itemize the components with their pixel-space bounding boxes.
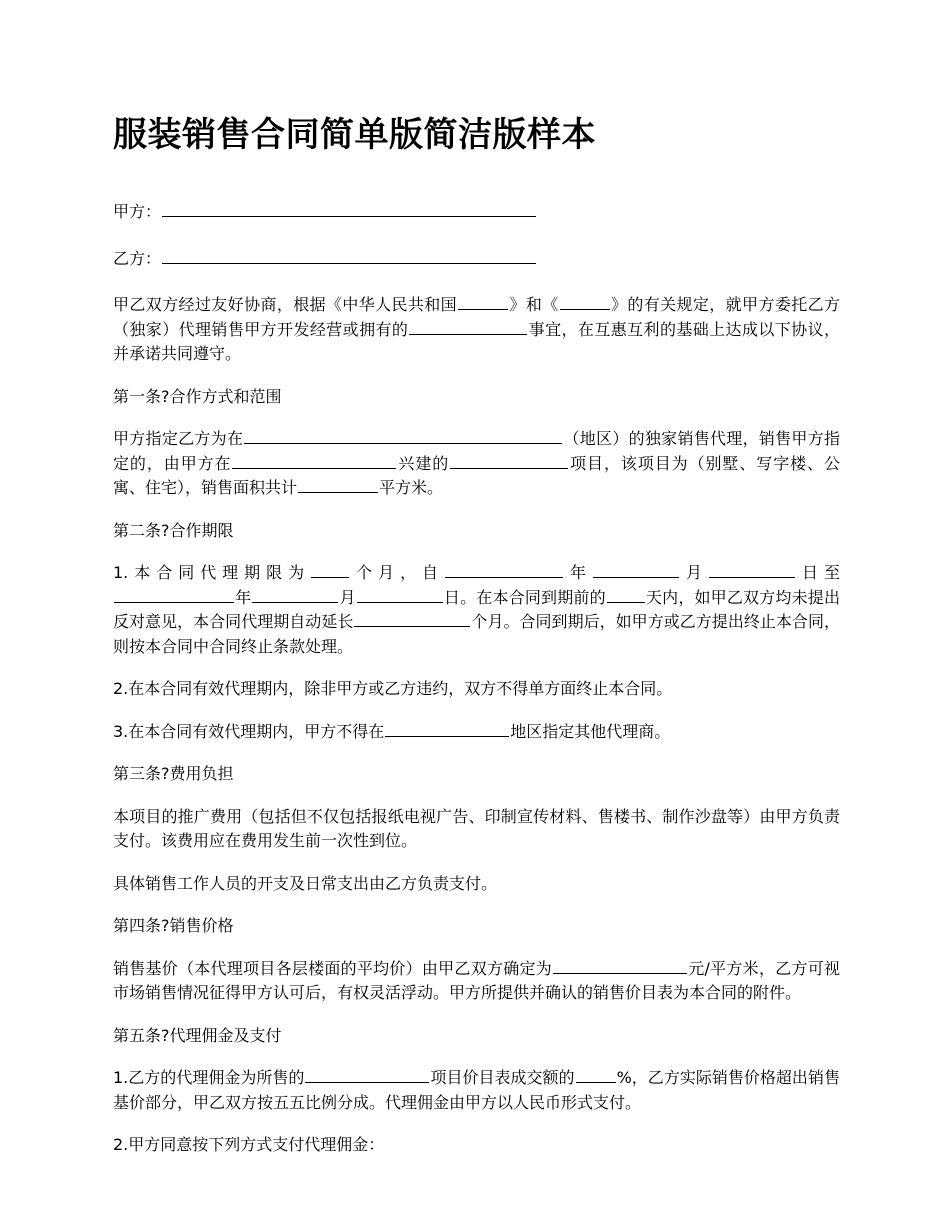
regulation-name-blank[interactable]	[560, 293, 610, 310]
days-blank[interactable]	[607, 586, 645, 603]
end-day-blank[interactable]	[357, 586, 443, 603]
article-1-title: 第一条?合作方式和范围	[113, 386, 282, 406]
article-3-title: 第三条?费用负担	[113, 764, 234, 783]
months-blank[interactable]	[311, 561, 349, 578]
party-b-blank[interactable]	[162, 247, 536, 264]
party-a-blank[interactable]	[162, 200, 536, 217]
sold-project-blank[interactable]	[305, 1066, 429, 1083]
party-a-line: 甲方：	[113, 200, 840, 225]
article-5-paragraph-1: 1.乙方的代理佣金为所售的 项目价目表成交额的 %，乙方实际销售价格超出销售基价部分，甲乙双方按五五比例分成。代理佣金由甲方以人民币形式支付。	[113, 1068, 840, 1112]
commission-rate-blank[interactable]	[576, 1066, 616, 1083]
article-5-paragraph-2: 2.甲方同意按下列方式支付代理佣金：	[113, 1135, 385, 1154]
end-month-blank[interactable]	[252, 586, 338, 603]
exclusive-region-blank[interactable]	[385, 720, 509, 737]
intro-paragraph: 甲乙双方经过友好协商，根据《中华人民共和国 》和《 》的有关规定，就甲方委托乙方（独家）代理销售甲方开发经营或拥有的 事宜，在互惠互利的基础上达成以下协议，并承诺共同遵守。	[113, 295, 840, 363]
article-2-paragraph-3: 3.在本合同有效代理期内，甲方不得在 地区指定其他代理商。	[113, 721, 671, 741]
project-blank[interactable]	[450, 452, 568, 469]
article-3-paragraph-1: 本项目的推广费用（包括但不仅包括报纸电视广告、印制宣传材料、售楼书、制作沙盘等）由甲方负责支付。该费用应在费用发生前一次性到位。	[113, 806, 840, 850]
article-5-title: 第五条?代理佣金及支付	[113, 1025, 282, 1045]
article-2-title: 第二条?合作期限	[113, 520, 234, 540]
article-3-paragraph-2: 具体销售工作人员的开支及日常支出由乙方负责支付。	[113, 873, 498, 893]
article-4-title: 第四条?销售价格	[113, 916, 234, 935]
start-month-blank[interactable]	[593, 561, 679, 578]
region-blank[interactable]	[244, 427, 562, 444]
extension-blank[interactable]	[354, 610, 470, 627]
article-2-paragraph-1: 1.本合同代理期限为 个月，自 年 月 日至年 月 日。在本合同到期前的 天内，如甲乙双方均未提出反对意见，本合同代理期自动延长 个月。合同到期后，如甲方或乙方提出终止本合同，则按本合同中合同终止条款处理。	[113, 563, 840, 656]
area-blank[interactable]	[298, 476, 378, 493]
party-b-line: 乙方：	[113, 247, 840, 272]
base-price-blank[interactable]	[553, 957, 687, 974]
start-day-blank[interactable]	[709, 561, 795, 578]
article-1-paragraph: 甲方指定乙方为在 （地区）的独家销售代理，销售甲方指定的，由甲方在 兴建的 项目，该项目为（别墅、写字楼、公寓、住宅），销售面积共计 平方米。	[113, 429, 840, 497]
property-blank[interactable]	[409, 318, 527, 335]
end-year-blank[interactable]	[114, 586, 234, 603]
location-blank[interactable]	[232, 452, 396, 469]
law-name-blank[interactable]	[458, 293, 508, 310]
article-2-paragraph-2: 2.在本合同有效代理期内，除非甲方或乙方违约，双方不得单方面终止本合同。	[113, 679, 673, 698]
article-4-paragraph: 销售基价（本代理项目各层楼面的平均价）由甲乙双方确定为 元/平方米，乙方可视市场销售情况征得甲方认可后，有权灵活浮动。甲方所提供并确认的销售价目表为本合同的附件。	[113, 958, 840, 1002]
document-title: 服装销售合同简单版简洁版样本	[113, 115, 596, 155]
start-year-blank[interactable]	[445, 561, 563, 578]
